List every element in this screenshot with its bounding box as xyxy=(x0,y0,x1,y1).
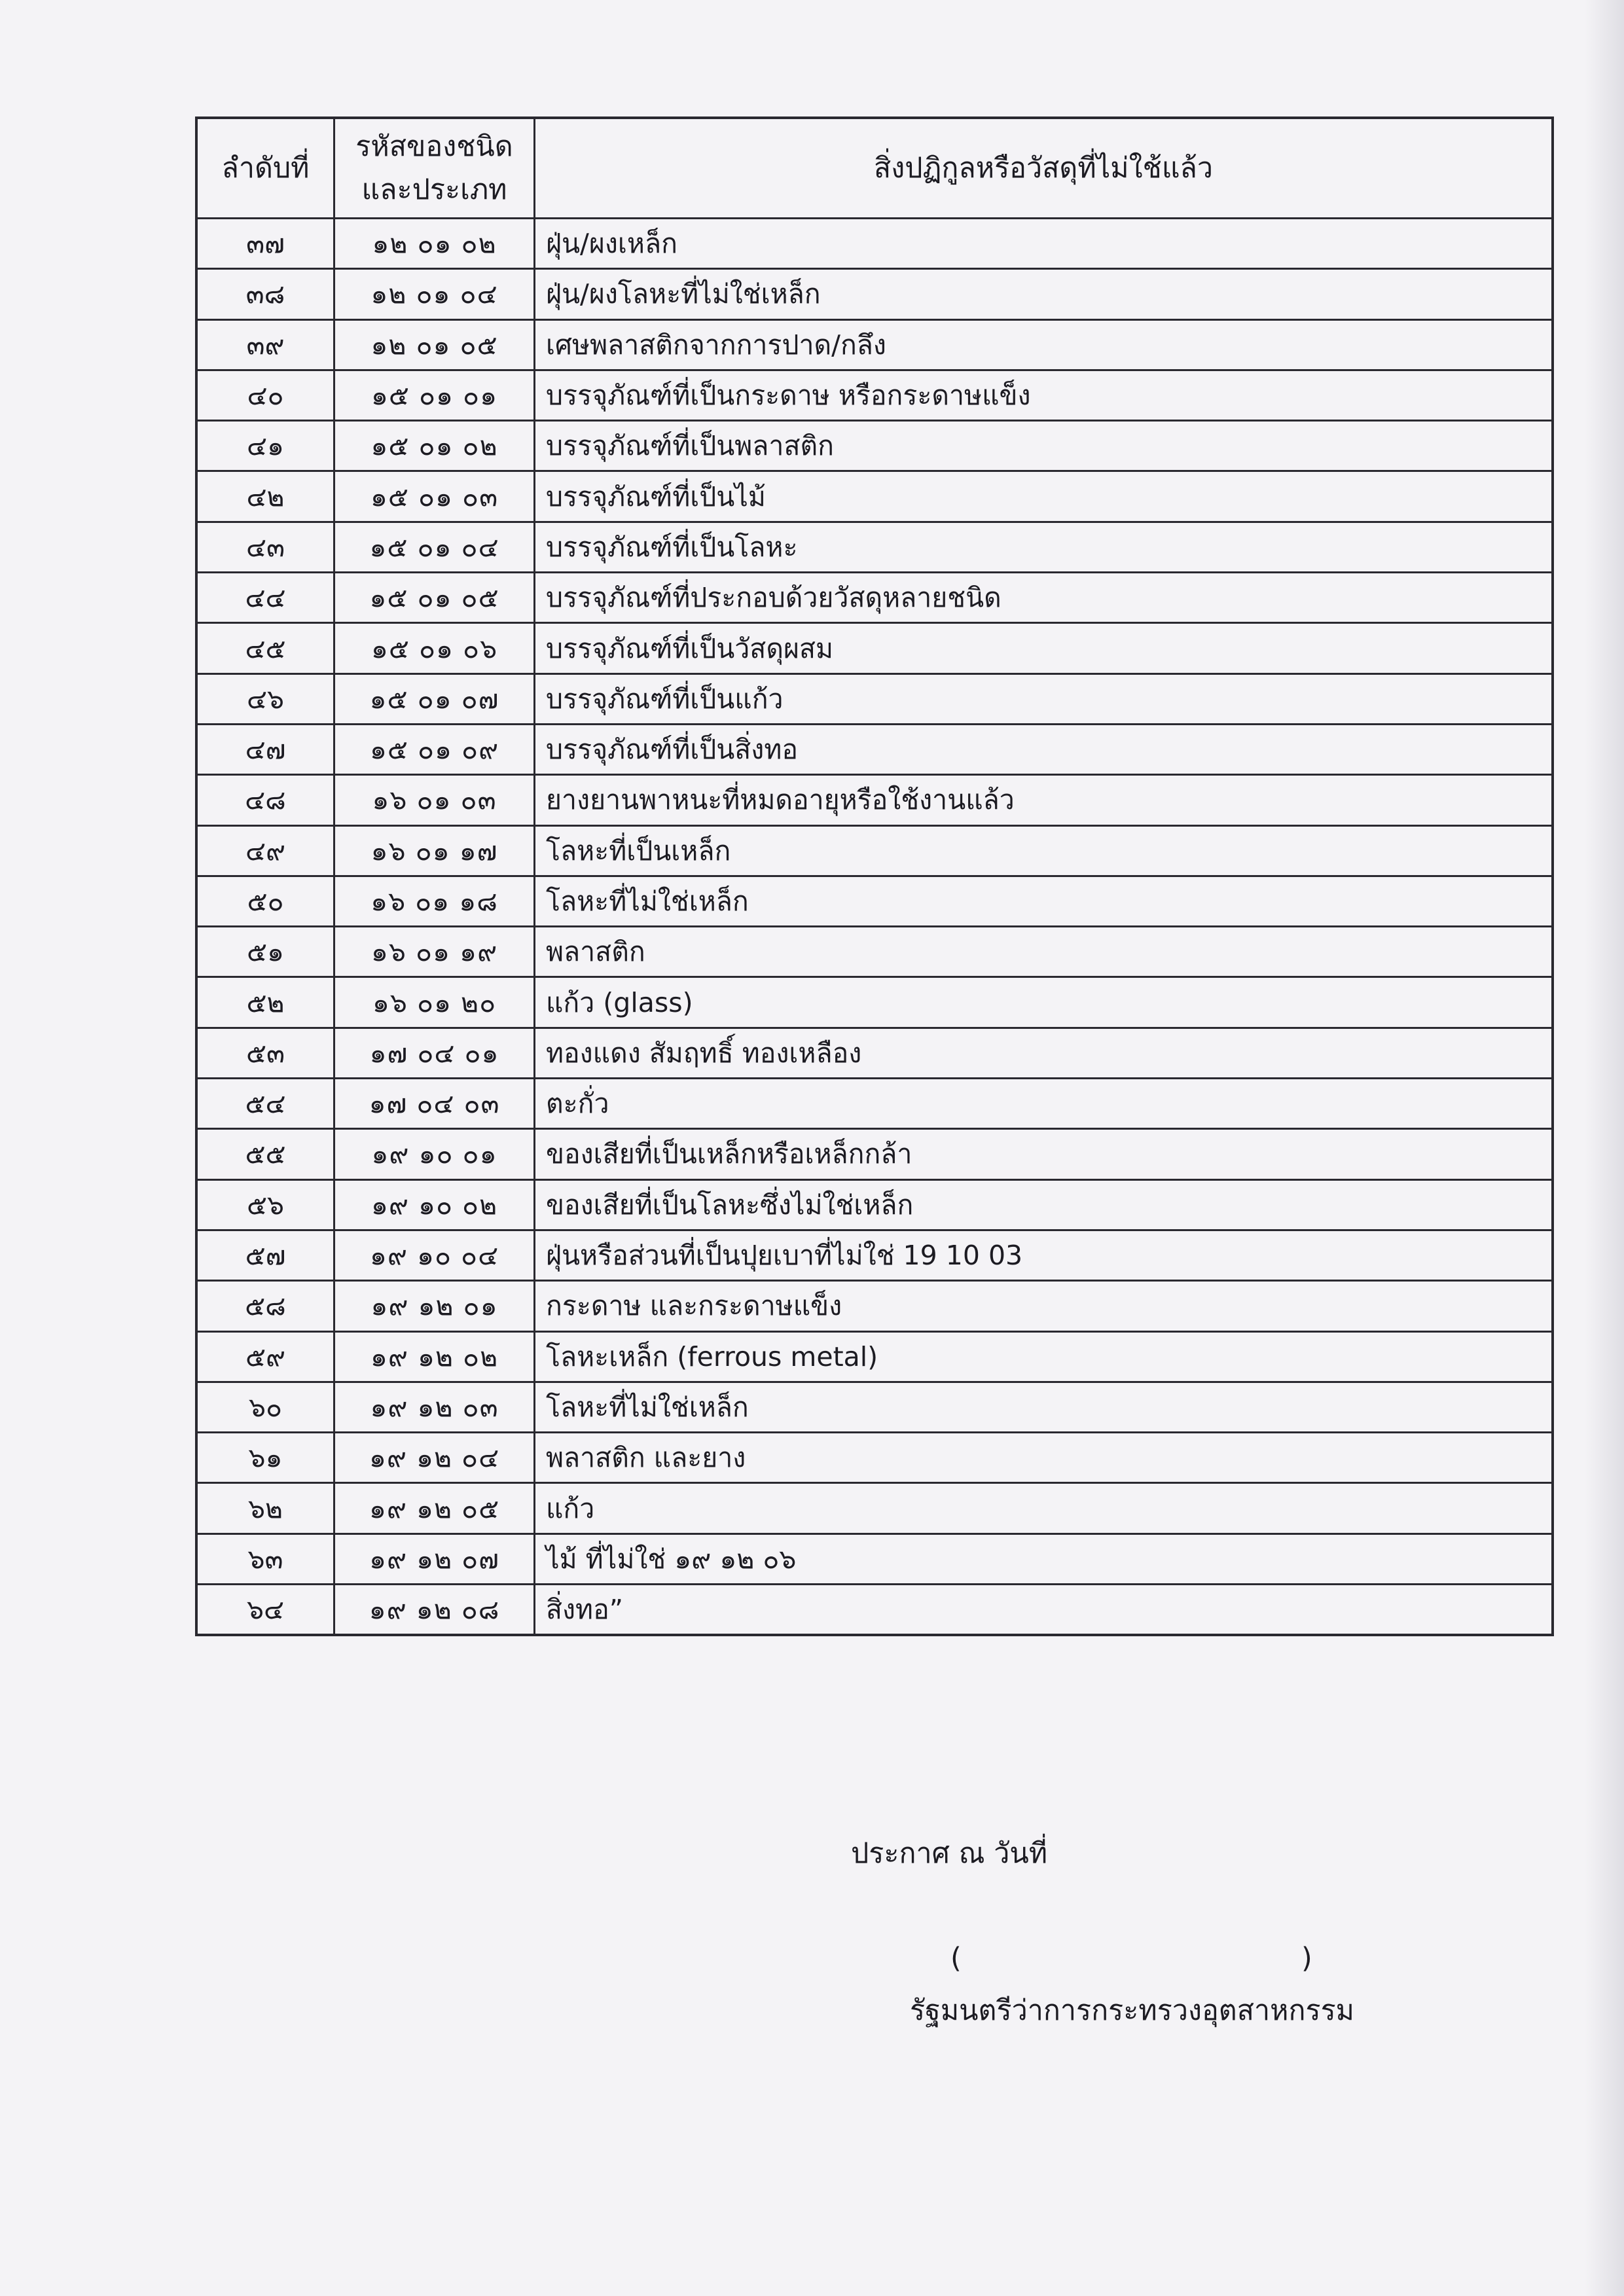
row-code-cell: ๑๙ ๑๒ ๐๗ xyxy=(334,1534,535,1584)
row-description-cell: โลหะที่เป็นเหล็ก xyxy=(535,825,1553,876)
table-row xyxy=(196,1483,1553,1534)
row-order-cell: ๔๔ xyxy=(196,573,334,623)
row-description-cell: บรรจุภัณฑ์ที่เป็นสิ่งทอ xyxy=(535,724,1553,774)
table-row xyxy=(196,876,1553,926)
row-description-cell: ฝุ่นหรือส่วนที่เป็นปุยเบาที่ไม่ใช่ 19 10 03 xyxy=(535,1230,1553,1280)
row-order-cell: ๕๒ xyxy=(196,977,334,1028)
row-description-cell: พลาสติก และยาง xyxy=(535,1433,1553,1483)
row-code-cell: ๑๕ ๐๑ ๐๔ xyxy=(334,522,535,572)
row-order-cell: ๔๖ xyxy=(196,673,334,724)
row-code-cell: ๑๙ ๑๐ ๐๒ xyxy=(334,1179,535,1230)
row-description-cell: พลาสติก xyxy=(535,927,1553,977)
row-code-cell: ๑๙ ๑๒ ๐๕ xyxy=(334,1483,535,1534)
row-code-cell: ๑๖ ๐๑ ๑๗ xyxy=(334,825,535,876)
row-description-cell: ไม้ ที่ไม่ใช่ ๑๙ ๑๒ ๐๖ xyxy=(535,1534,1553,1584)
table-row xyxy=(196,421,1553,471)
row-description-cell: ฝุ่น/ผงเหล็ก xyxy=(535,219,1553,269)
row-code-cell: ๑๕ ๐๑ ๐๑ xyxy=(334,370,535,420)
table-header-row xyxy=(196,118,1553,219)
row-order-cell: ๖๔ xyxy=(196,1585,334,1636)
row-code-cell: ๑๗ ๐๔ ๐๓ xyxy=(334,1079,535,1129)
signature-paren-open: ( xyxy=(950,1942,962,1975)
row-description-cell: ยางยานพาหนะที่หมดอายุหรือใช้งานแล้ว xyxy=(535,775,1553,825)
signature-paren-close: ) xyxy=(1301,1942,1312,1975)
row-order-cell: ๕๕ xyxy=(196,1129,334,1179)
row-order-cell: ๕๖ xyxy=(196,1179,334,1230)
row-code-cell: ๑๙ ๑๒ ๐๒ xyxy=(334,1331,535,1382)
row-description-cell: โลหะที่ไม่ใช่เหล็ก xyxy=(535,1382,1553,1432)
row-code-cell: ๑๒ ๐๑ ๐๕ xyxy=(334,319,535,370)
header-code-line2: และประเภท xyxy=(361,173,507,206)
row-order-cell: ๕๗ xyxy=(196,1230,334,1280)
announcement-date-line: ประกาศ ณ วันที่ xyxy=(851,1837,1048,1870)
table-row xyxy=(196,219,1553,269)
row-order-cell: ๓๘ xyxy=(196,269,334,319)
row-code-cell: ๑๕ ๐๑ ๐๗ xyxy=(334,673,535,724)
table-row xyxy=(196,1382,1553,1432)
row-order-cell: ๔๑ xyxy=(196,421,334,471)
row-order-cell: ๕๔ xyxy=(196,1079,334,1129)
table-row xyxy=(196,573,1553,623)
row-description-cell: ตะกั่ว xyxy=(535,1079,1553,1129)
row-description-cell: บรรจุภัณฑ์ที่เป็นโลหะ xyxy=(535,522,1553,572)
header-code xyxy=(334,118,535,219)
row-order-cell: ๕๘ xyxy=(196,1281,334,1331)
table-row xyxy=(196,825,1553,876)
row-description-cell: บรรจุภัณฑ์ที่เป็นวัสดุผสม xyxy=(535,623,1553,673)
row-description-cell: บรรจุภัณฑ์ที่เป็นไม้ xyxy=(535,471,1553,522)
table-row xyxy=(196,1331,1553,1382)
table-row xyxy=(196,1281,1553,1331)
table-row xyxy=(196,724,1553,774)
table-row xyxy=(196,471,1553,522)
row-order-cell: ๔๗ xyxy=(196,724,334,774)
row-code-cell: ๑๙ ๑๐ ๐๑ xyxy=(334,1129,535,1179)
row-order-cell: ๖๓ xyxy=(196,1534,334,1584)
row-code-cell: ๑๖ ๐๑ ๑๘ xyxy=(334,876,535,926)
row-order-cell: ๕๐ xyxy=(196,876,334,926)
row-code-cell: ๑๖ ๐๑ ๐๓ xyxy=(334,775,535,825)
waste-code-table xyxy=(195,117,1554,1636)
row-order-cell: ๔๙ xyxy=(196,825,334,876)
row-description-cell: ของเสียที่เป็นเหล็กหรือเหล็กกล้า xyxy=(535,1129,1553,1179)
table-row xyxy=(196,370,1553,420)
row-code-cell: ๑๕ ๐๑ ๐๙ xyxy=(334,724,535,774)
table-row xyxy=(196,1079,1553,1129)
row-description-cell: ทองแดง สัมฤทธิ์ ทองเหลือง xyxy=(535,1028,1553,1078)
table-row xyxy=(196,1179,1553,1230)
row-code-cell: ๑๕ ๐๑ ๐๒ xyxy=(334,421,535,471)
header-code-line1: รหัสของชนิด xyxy=(355,130,513,163)
row-code-cell: ๑๕ ๐๑ ๐๕ xyxy=(334,573,535,623)
row-order-cell: ๖๐ xyxy=(196,1382,334,1432)
table-row xyxy=(196,927,1553,977)
table-row xyxy=(196,1028,1553,1078)
table-row xyxy=(196,775,1553,825)
row-code-cell: ๑๕ ๐๑ ๐๖ xyxy=(334,623,535,673)
row-order-cell: ๖๒ xyxy=(196,1483,334,1534)
row-order-cell: ๓๙ xyxy=(196,319,334,370)
table-row xyxy=(196,623,1553,673)
row-order-cell: ๕๓ xyxy=(196,1028,334,1078)
table-row xyxy=(196,1230,1553,1280)
row-description-cell: เศษพลาสติกจากการปาด/กลึง xyxy=(535,319,1553,370)
row-order-cell: ๔๒ xyxy=(196,471,334,522)
row-code-cell: ๑๕ ๐๑ ๐๓ xyxy=(334,471,535,522)
row-order-cell: ๔๕ xyxy=(196,623,334,673)
row-description-cell: โลหะเหล็ก (ferrous metal) xyxy=(535,1331,1553,1382)
row-description-cell: ของเสียที่เป็นโลหะซึ่งไม่ใช่เหล็ก xyxy=(535,1179,1553,1230)
row-description-cell: บรรจุภัณฑ์ที่เป็นพลาสติก xyxy=(535,421,1553,471)
row-description-cell: แก้ว xyxy=(535,1483,1553,1534)
signatory-title: รัฐมนตรีว่าการกระทรวงอุตสาหกรรม xyxy=(910,1994,1355,2027)
row-description-cell: สิ่งทอ” xyxy=(535,1585,1553,1636)
row-description-cell: กระดาษ และกระดาษแข็ง xyxy=(535,1281,1553,1331)
row-order-cell: ๔๓ xyxy=(196,522,334,572)
row-code-cell: ๑๒ ๐๑ ๐๒ xyxy=(334,219,535,269)
row-order-cell: ๕๙ xyxy=(196,1331,334,1382)
table-row xyxy=(196,977,1553,1028)
row-code-cell: ๑๙ ๑๒ ๐๘ xyxy=(334,1585,535,1636)
row-code-cell: ๑๖ ๐๑ ๒๐ xyxy=(334,977,535,1028)
header-order: ลำดับที่ xyxy=(196,118,334,219)
row-order-cell: ๔๘ xyxy=(196,775,334,825)
row-description-cell: บรรจุภัณฑ์ที่เป็นแก้ว xyxy=(535,673,1553,724)
scan-edge-shadow xyxy=(1585,0,1624,2296)
row-description-cell: บรรจุภัณฑ์ที่เป็นกระดาษ หรือกระดาษแข็ง xyxy=(535,370,1553,420)
row-code-cell: ๑๖ ๐๑ ๑๙ xyxy=(334,927,535,977)
table-row xyxy=(196,673,1553,724)
table-row xyxy=(196,269,1553,319)
table-row xyxy=(196,522,1553,572)
table-row xyxy=(196,1129,1553,1179)
row-order-cell: ๓๗ xyxy=(196,219,334,269)
row-code-cell: ๑๙ ๑๐ ๐๔ xyxy=(334,1230,535,1280)
row-description-cell: แก้ว (glass) xyxy=(535,977,1553,1028)
row-order-cell: ๕๑ xyxy=(196,927,334,977)
table-header xyxy=(196,118,1553,219)
row-code-cell: ๑๒ ๐๑ ๐๔ xyxy=(334,269,535,319)
header-description: สิ่งปฏิกูลหรือวัสดุที่ไม่ใช้แล้ว xyxy=(535,118,1553,219)
table-row xyxy=(196,319,1553,370)
row-code-cell: ๑๙ ๑๒ ๐๓ xyxy=(334,1382,535,1432)
row-description-cell: โลหะที่ไม่ใช่เหล็ก xyxy=(535,876,1553,926)
row-description-cell: ฝุ่น/ผงโลหะที่ไม่ใช่เหล็ก xyxy=(535,269,1553,319)
table-body xyxy=(196,219,1553,1636)
row-code-cell: ๑๙ ๑๒ ๐๔ xyxy=(334,1433,535,1483)
table-row xyxy=(196,1585,1553,1636)
row-order-cell: ๔๐ xyxy=(196,370,334,420)
row-order-cell: ๖๑ xyxy=(196,1433,334,1483)
row-code-cell: ๑๙ ๑๒ ๐๑ xyxy=(334,1281,535,1331)
table-row xyxy=(196,1433,1553,1483)
row-code-cell: ๑๗ ๐๔ ๐๑ xyxy=(334,1028,535,1078)
row-description-cell: บรรจุภัณฑ์ที่ประกอบด้วยวัสดุหลายชนิด xyxy=(535,573,1553,623)
table-row xyxy=(196,1534,1553,1584)
